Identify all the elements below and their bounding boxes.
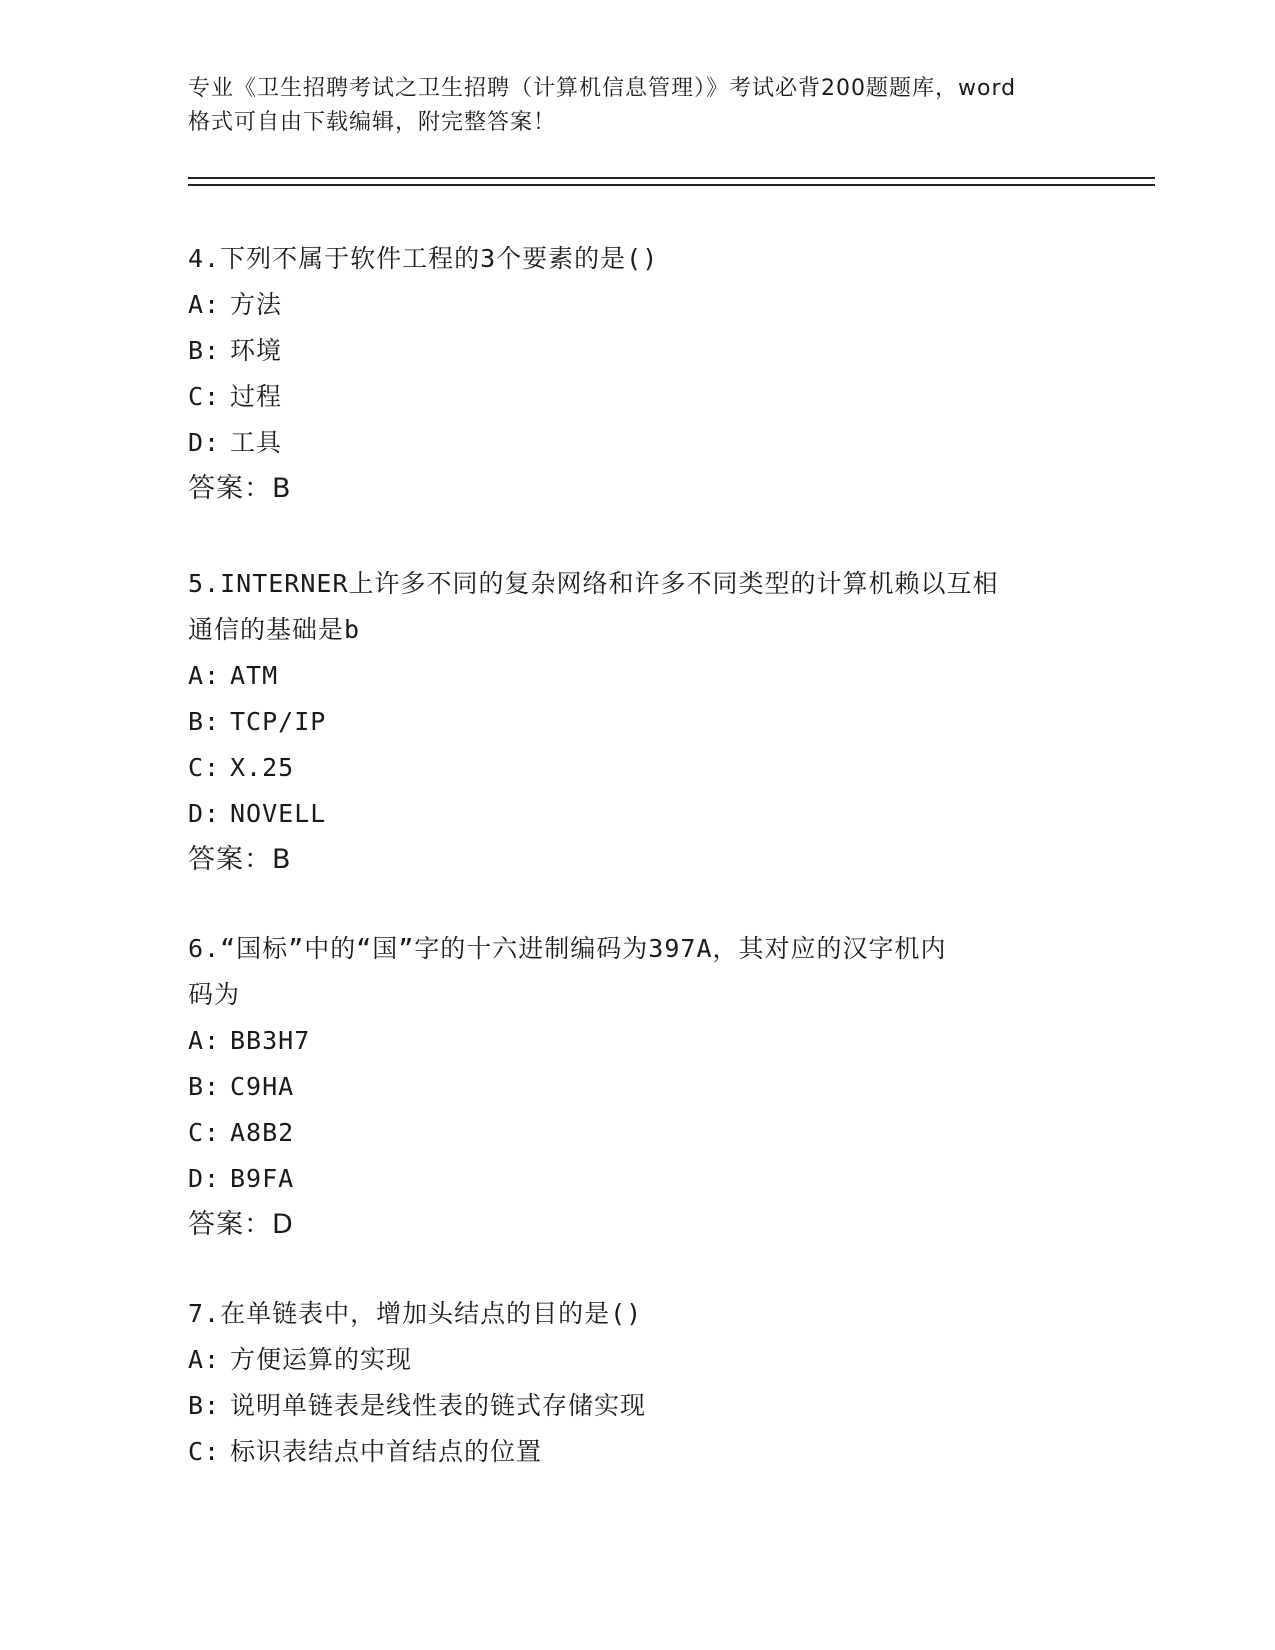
option-letter: A: [188,290,221,319]
question-stem: 6.“国标”中的“国”字的十六进制编码为397A，其对应的汉字机内 [188,934,947,963]
header-divider-top [188,177,1155,179]
question-stem-continued: 通信的基础是b [188,615,361,644]
option-text: 工具 [230,428,283,457]
option-letter: C: [188,1118,221,1147]
option-b [188,699,1088,745]
question-stem-continued: 码为 [188,980,241,1009]
option-b [188,1383,1088,1429]
document-header [188,72,1088,140]
option-letter: C: [188,1437,221,1466]
question-7 [188,1291,1088,1475]
question-stem: 4.下列不属于软件工程的3个要素的是() [188,244,659,273]
header-line-2: 格式可自由下载编辑，附完整答案！ [188,110,557,135]
question-stem: 5.INTERNER上许多不同的复杂网络和许多不同类型的计算机赖以互相 [188,569,999,598]
option-c [188,745,1088,791]
option-b [188,1064,1088,1110]
option-text: 说明单链表是线性表的链式存储实现 [230,1391,647,1420]
option-c [188,1429,1088,1475]
option-a [188,282,1088,328]
question-6 [188,926,1088,1248]
option-text: C9HA [230,1072,295,1101]
option-d [188,1156,1088,1202]
answer-line: 答案：B [188,473,292,504]
option-text: ATM [230,661,279,690]
option-text: X.25 [230,753,295,782]
option-a [188,1337,1088,1383]
answer-line: 答案：B [188,844,292,875]
option-text: BB3H7 [230,1026,311,1055]
option-letter: A: [188,661,221,690]
option-text: 标识表结点中首结点的位置 [230,1437,543,1466]
option-d [188,791,1088,837]
option-letter: B: [188,336,221,365]
option-letter: B: [188,707,221,736]
question-stem: 7.在单链表中，增加头结点的目的是() [188,1299,643,1328]
question-5 [188,561,1088,883]
option-letter: B: [188,1072,221,1101]
option-c [188,1110,1088,1156]
option-text: A8B2 [230,1118,295,1147]
option-text: 方便运算的实现 [230,1345,413,1374]
option-letter: A: [188,1345,221,1374]
option-letter: D: [188,428,221,457]
option-b [188,328,1088,374]
header-line-1: 专业《卫生招聘考试之卫生招聘（计算机信息管理）》考试必背200题题库，word [188,76,1017,101]
option-text: 方法 [230,290,283,319]
option-d [188,420,1088,466]
question-4 [188,236,1088,512]
option-letter: D: [188,1164,221,1193]
option-letter: B: [188,1391,221,1420]
option-a [188,653,1088,699]
option-text: TCP/IP [230,707,327,736]
option-letter: D: [188,799,221,828]
option-text: 环境 [230,336,283,365]
option-text: B9FA [230,1164,295,1193]
option-c [188,374,1088,420]
option-letter: C: [188,753,221,782]
option-text: 过程 [230,382,283,411]
option-letter: C: [188,382,221,411]
header-divider-bottom [188,184,1155,186]
option-letter: A: [188,1026,221,1055]
answer-line: 答案：D [188,1209,294,1240]
option-text: NOVELL [230,799,327,828]
option-a [188,1018,1088,1064]
